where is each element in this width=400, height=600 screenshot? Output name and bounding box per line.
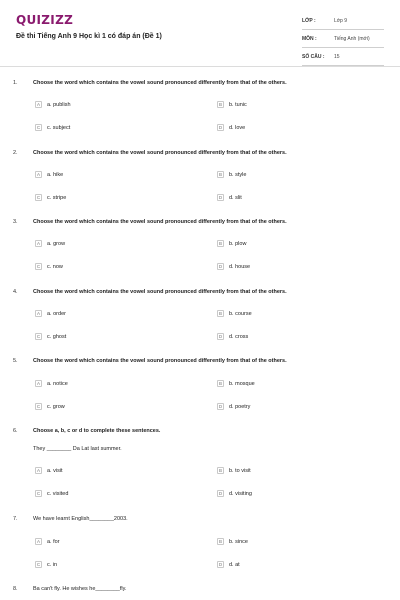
option-c[interactable] (35, 262, 63, 271)
meta-label: MÔN : (302, 35, 317, 42)
question-number: 3. (13, 219, 18, 225)
option-text: b. mosque (229, 380, 255, 387)
option-letter: B (218, 102, 222, 107)
option-letter: D (218, 334, 223, 339)
meta-value: Tiếng Anh (mới) (334, 35, 370, 42)
header-divider (0, 66, 400, 67)
option-text: b. plow (229, 240, 247, 247)
question-sentence: Ba can't fly. He wishes he________fly. (33, 586, 127, 592)
option-text: a. order (47, 310, 66, 317)
meta-row-count (302, 48, 384, 66)
option-a[interactable] (35, 100, 71, 109)
option-text: c. in (47, 561, 58, 568)
question-sentence: They ________ Da Lat last summer. (33, 446, 122, 452)
question-text: Choose a, b, c or d to complete these sentences. (33, 428, 161, 434)
option-d[interactable] (217, 123, 245, 132)
option-text: c. subject (47, 124, 71, 131)
question-sentence: We have learnt English________2003. (33, 516, 128, 522)
option-letter: B (218, 172, 222, 177)
option-text: c. grow (47, 403, 65, 410)
meta-value: Lớp 9 (334, 17, 348, 24)
option-letter: A (36, 311, 40, 316)
option-letter: B (218, 539, 222, 544)
option-text: b. tunic (229, 101, 247, 108)
option-d[interactable] (217, 489, 252, 498)
question-number: 2. (13, 150, 18, 156)
option-letter: C (36, 334, 41, 339)
option-text: b. course (229, 310, 252, 317)
question-text: Choose the word which contains the vowel sound pronounced differently from that of the others. (33, 219, 287, 225)
option-letter: A (36, 539, 40, 544)
option-d[interactable] (217, 332, 248, 341)
option-b[interactable] (217, 239, 246, 248)
option-text: d. visiting (229, 490, 252, 497)
option-text: d. slit (229, 194, 242, 201)
option-letter: B (218, 381, 222, 386)
option-text: b. to visit (229, 467, 251, 474)
meta-label: LỚP : (302, 17, 316, 24)
question-text: Choose the word which contains the vowel sound pronounced differently from that of the others. (33, 289, 287, 295)
option-b[interactable] (217, 100, 247, 109)
option-a[interactable] (35, 239, 65, 248)
option-b[interactable] (217, 309, 252, 318)
option-letter: A (36, 102, 40, 107)
option-text: d. love (229, 124, 246, 131)
option-letter: C (36, 195, 41, 200)
meta-row-class (302, 12, 384, 30)
option-b[interactable] (217, 379, 255, 388)
option-c[interactable] (35, 489, 68, 498)
option-a[interactable] (35, 379, 68, 388)
option-text: b. style (229, 171, 247, 178)
option-d[interactable] (217, 262, 250, 271)
option-letter: A (36, 241, 40, 246)
option-d[interactable] (217, 560, 240, 569)
option-text: d. house (229, 263, 251, 270)
meta-value: 15 (334, 53, 340, 60)
question-number: 4. (13, 289, 18, 295)
option-text: c. stripe (47, 194, 67, 201)
option-letter: A (36, 468, 40, 473)
meta-table (302, 12, 384, 66)
question-number: 8. (13, 586, 18, 592)
option-d[interactable] (217, 402, 250, 411)
option-letter: C (36, 404, 41, 409)
option-text: c. ghost (47, 333, 67, 340)
option-letter: C (36, 264, 41, 269)
question-number: 6. (13, 428, 18, 434)
option-letter: A (36, 172, 40, 177)
option-text: c. visited (47, 490, 69, 497)
option-letter: D (218, 404, 223, 409)
quizizz-logo: QUIZIZZ (16, 13, 74, 27)
option-text: c. now (47, 263, 63, 270)
question-number: 7. (13, 516, 18, 522)
option-b[interactable] (217, 537, 248, 546)
option-letter: B (218, 241, 222, 246)
option-letter: C (36, 562, 41, 567)
meta-row-subject (302, 30, 384, 48)
option-letter: B (218, 468, 222, 473)
option-letter: D (218, 264, 223, 269)
option-a[interactable] (35, 170, 63, 179)
question-number: 5. (13, 358, 18, 364)
option-text: d. poetry (229, 403, 251, 410)
option-text: b. since (229, 538, 248, 545)
option-c[interactable] (35, 402, 65, 411)
option-c[interactable] (35, 560, 57, 569)
document-title: Đề thi Tiếng Anh 9 Học kì 1 có đáp án (Đề 1) (16, 33, 162, 40)
option-c[interactable] (35, 193, 66, 202)
option-a[interactable] (35, 537, 60, 546)
option-text: a. grow (47, 240, 66, 247)
option-letter: A (36, 381, 40, 386)
option-b[interactable] (217, 170, 246, 179)
option-d[interactable] (217, 193, 242, 202)
option-letter: D (218, 125, 223, 130)
option-c[interactable] (35, 123, 70, 132)
option-text: a. visit (47, 467, 63, 474)
option-letter: D (218, 562, 223, 567)
option-text: a. publish (47, 101, 71, 108)
question-text: Choose the word which contains the vowel sound pronounced differently from that of the others. (33, 80, 287, 86)
option-text: a. notice (47, 380, 68, 387)
option-text: d. at (229, 561, 240, 568)
question-text: Choose the word which contains the vowel sound pronounced differently from that of the others. (33, 150, 287, 156)
option-a[interactable] (35, 309, 66, 318)
option-letter: C (36, 125, 41, 130)
option-letter: B (218, 311, 222, 316)
option-letter: C (36, 491, 41, 496)
option-text: a. hike (47, 171, 64, 178)
option-a[interactable] (35, 466, 63, 475)
meta-label: SỐ CÂU : (302, 53, 325, 60)
option-b[interactable] (217, 466, 251, 475)
option-text: a. for (47, 538, 60, 545)
option-letter: D (218, 491, 223, 496)
option-letter: D (218, 195, 223, 200)
option-text: d. cross (229, 333, 249, 340)
option-c[interactable] (35, 332, 66, 341)
question-number: 1. (13, 80, 18, 86)
question-text: Choose the word which contains the vowel sound pronounced differently from that of the others. (33, 358, 287, 364)
